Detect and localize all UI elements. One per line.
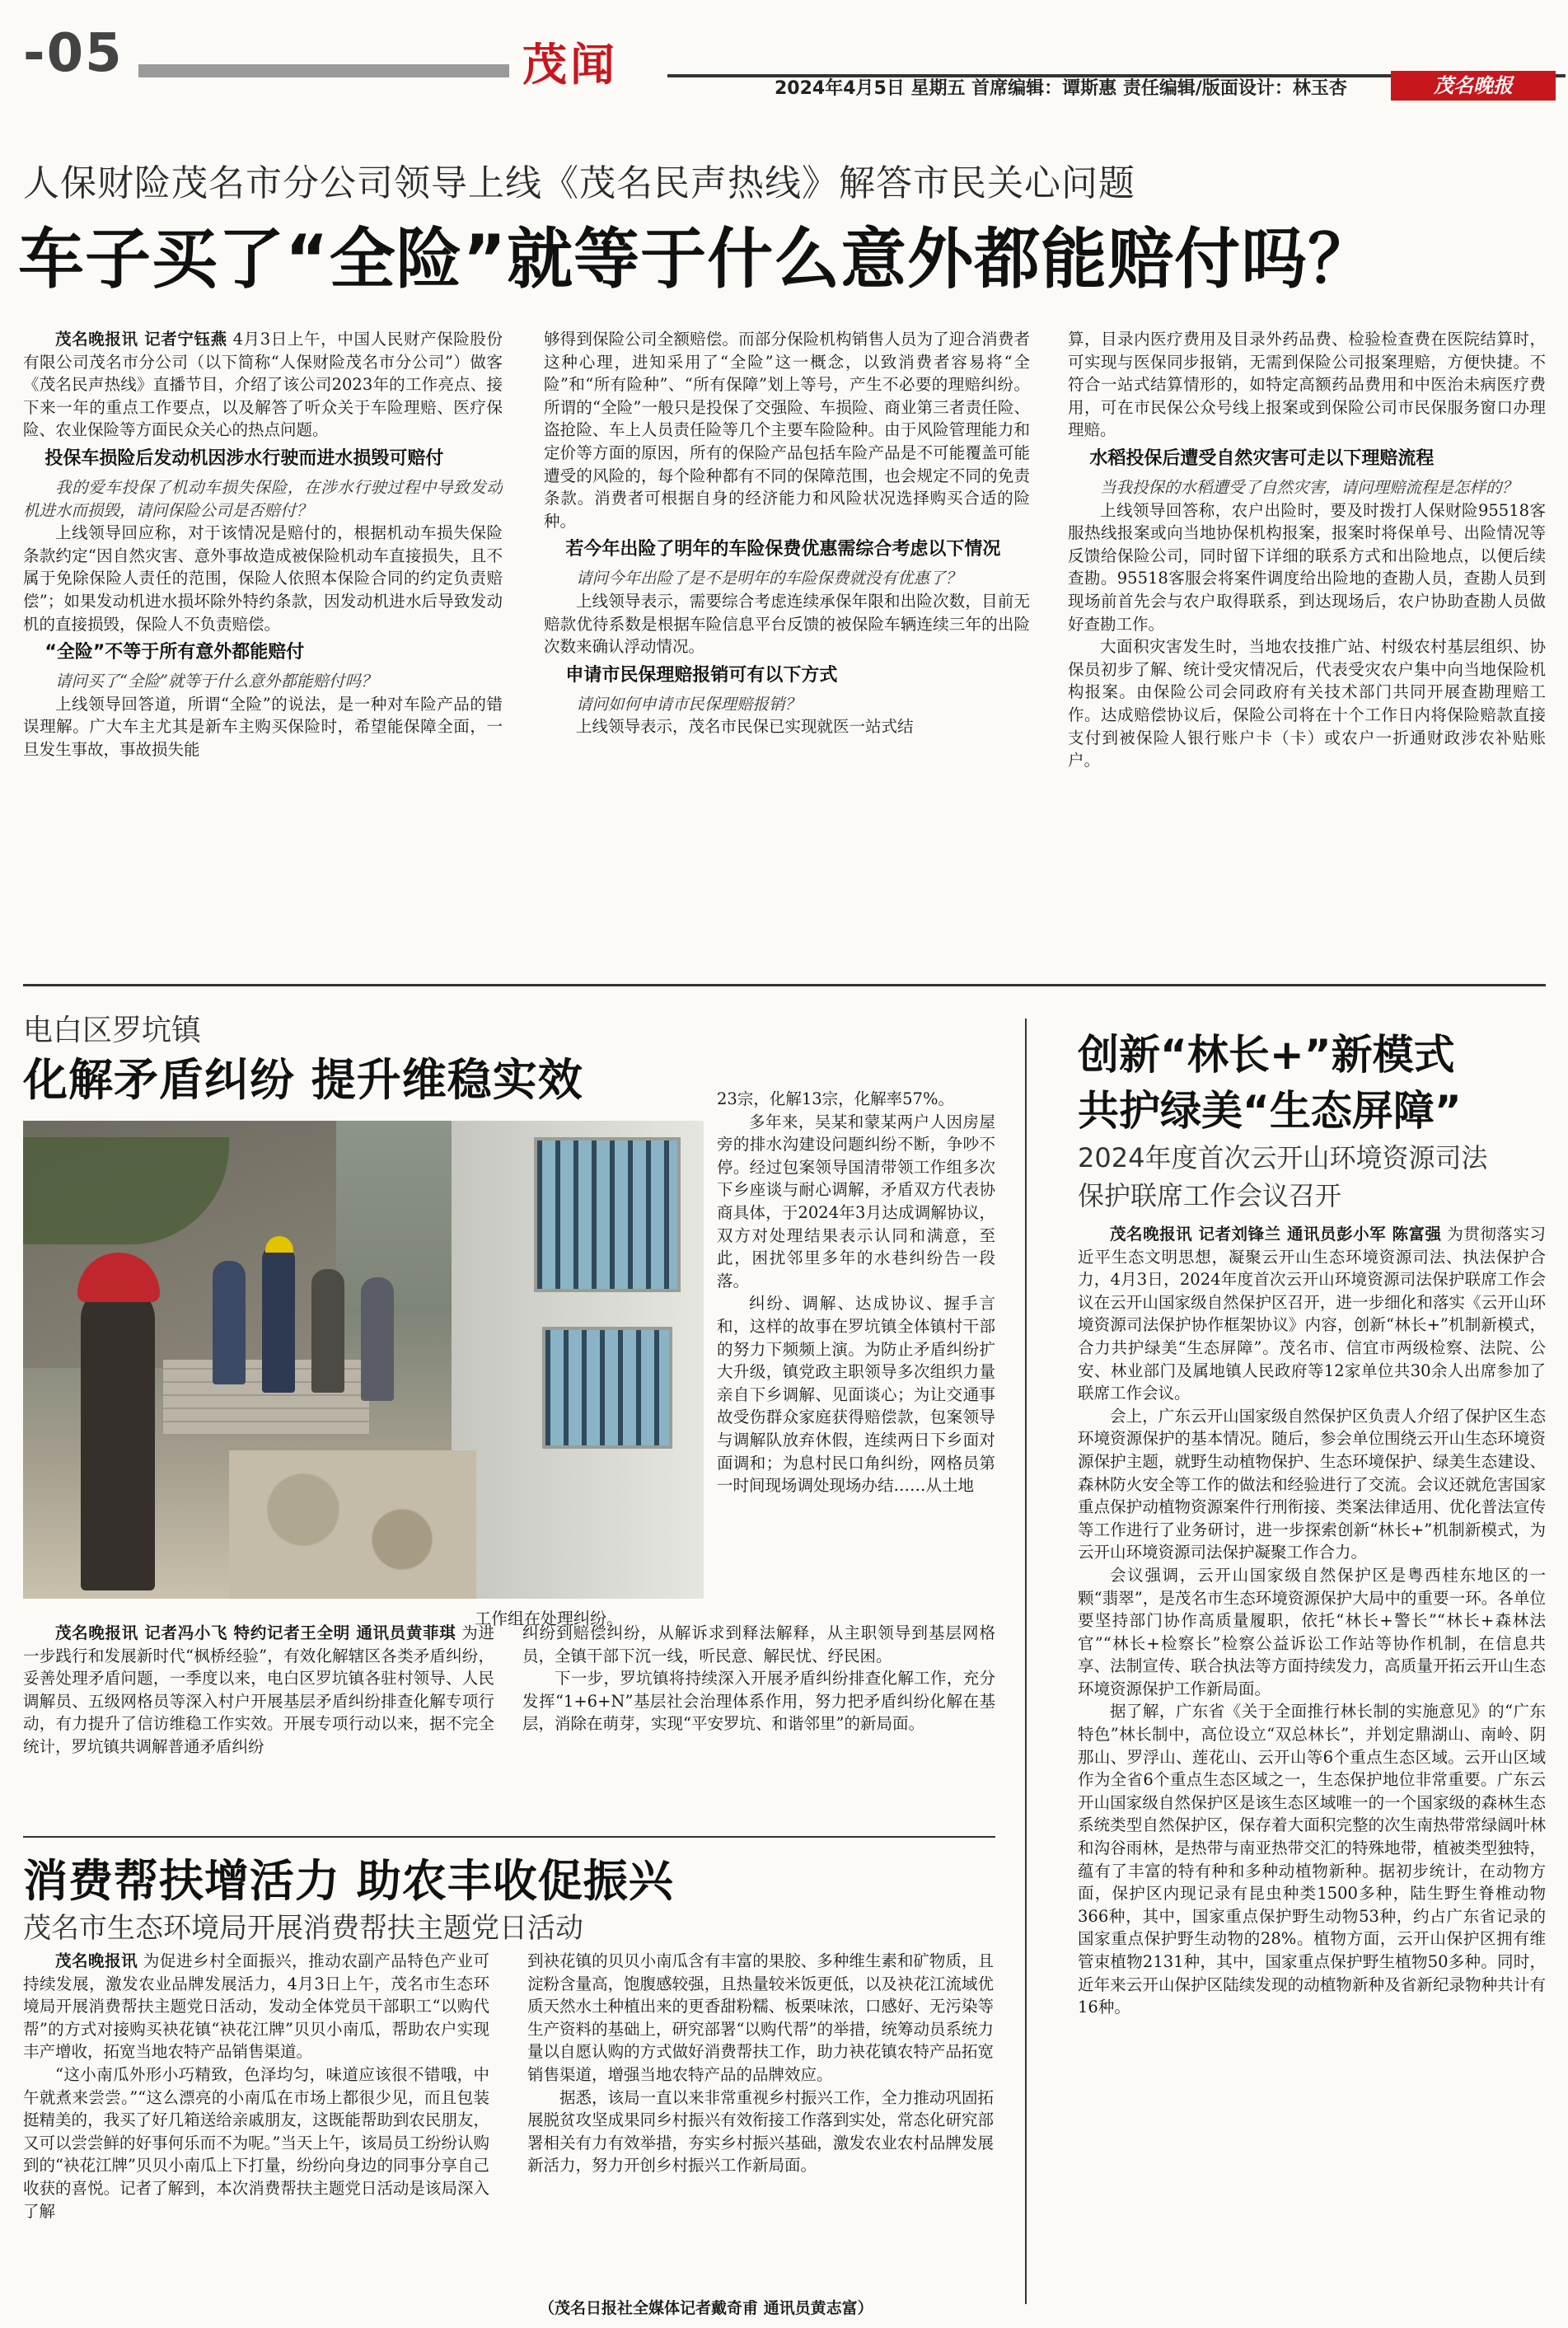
masthead-logo xyxy=(1391,71,1556,101)
divider-vertical xyxy=(1025,1019,1027,2304)
paragraph: 上线领导表示，茂名市民保已实现就医一站式结 xyxy=(576,717,914,737)
article2-col2 xyxy=(522,1622,995,1828)
question: 请问今年出险了是不是明年的车险保费就没有优惠了？ xyxy=(576,569,962,588)
byline: 茂名晚报讯 记者宁钰燕 xyxy=(55,330,227,349)
article2-title: 化解矛盾纠纷 提升维稳实效 xyxy=(23,1054,583,1106)
article4-title-line2: 共护绿美“生态屏障” xyxy=(1078,1087,1462,1135)
paragraph: “这小南瓜外形小巧精致，色泽均匀，味道应该很不错哦，中午就煮来尝尝。”“这么漂亮的小南瓜在市场上都很少见，而且包装挺精美的，我买了好几箱送给亲戚朋友，这既能帮助到农民朋友，又可以尝尝鲜的好事何乐而不为呢。”当天上午，该局员工纷纷认购到的“袂花江牌”贝贝小南瓜上下打量，纷纷向身边的同事分享自己收获的喜悦。记者了解到，本次消费帮扶主题党日活动是该局深入了解 xyxy=(23,2064,489,2221)
byline: 茂名晚报讯 记者冯小飞 特约记者王全明 通讯员黄菲琪 xyxy=(55,1623,456,1642)
header-info: 2024年4月5日 星期五 首席编辑：谭斯惠 责任编辑/版面设计：林玉杏 xyxy=(775,78,1347,99)
photo-person-front xyxy=(81,1286,155,1590)
article1-col2 xyxy=(544,328,1030,971)
lead-text: 为进一步践行和发展新时代“枫桥经验”，有效化解辖区各类矛盾纠纷，妥善处理矛盾问题，一季度以来，电白区罗坑镇各驻村领导、人民调解员、五级网格员等深入村户开展基层矛盾纠纷排查化解专项行动，有力提升了信访维稳工作实效。开展专项行动以来，据不完全统计，罗坑镇共调解普通矛盾纠纷 xyxy=(23,1623,494,1756)
article3-credit: （茂名日报社全媒体记者戴奇甫 通讯员黄志富） xyxy=(539,2299,873,2317)
article2-col-right xyxy=(717,1088,995,1599)
article1-col3 xyxy=(1068,328,1546,971)
photo-caption: 工作组在处理纠纷。 xyxy=(475,1609,623,1628)
question: 请问如何申请市民保理赔报销？ xyxy=(576,694,802,714)
paragraph: 据了解，广东省《关于全面推行林长制的实施意见》的“广东特色”林长制中，高位设立“双总林长”，并划定鼎湖山、南岭、阴那山、罗浮山、莲花山、云开山等6个重点生态区域。云开山区域作为全省6个重点生态区域之一，生态保护地位非常重要。广东云开山国家级自然保护区是该生态区域唯一的一个国家级的森林生态系统类型自然保护区，保存着大面积完整的次生南热带常绿阔叶林和沟谷雨林，是热带与南亚热带交汇的特殊地带，植被类型独特，蕴有了丰富的特有种和多种动植物新种。据初步统计，在动物方面，保护区内现记录有昆虫种类1500多种，陆生野生脊椎动物366种，其中，国家重点保护野生动物53种，约占广东省记录的国家重点保护野生动物的28%。植物方面，云开山保护区拥有维管束植物2131种，其中，国家重点保护野生植物50多种。同时，近年来云开山保护区陆续发现的动植物新种及省新纪录物种共计有16种。 xyxy=(1078,1702,1546,2017)
article3-col2 xyxy=(527,1950,994,2294)
article3-col1 xyxy=(23,1950,489,2317)
worker-figure xyxy=(361,1277,394,1401)
subheading: 申请市民保理赔报销可有以下方式 xyxy=(565,664,838,686)
paragraph: 会上，广东云开山国家级自然保护区负责人介绍了保护区生态环境资源保护的基本情况。随后，参会单位围绕云开山生态环境资源保护主题，就野生动植物保护、生态环境保护、绿美生态建设、森林防火安全等工作的做法和经验进行了交流。会议还就危害国家重点保护动植物资源案件行刑衔接、类案法律适用、优化普法宣传等工作进行了业务研讨，进一步探索创新“林长+”机制新模式，为云开山环境资源司法保护凝聚工作合力。 xyxy=(1078,1406,1546,1562)
paragraph: 上线领导表示，需要综合考虑连续承保年限和出险次数，目前无赔款优待系数是根据车险信息平台反馈的被保险车辆连续三年的出险次数来确认浮动情况。 xyxy=(544,591,1030,657)
divider-top xyxy=(23,984,1546,986)
question: 我的爱车投保了机动车损失保险，在涉水行驶过程中导致发动机进水而损毁，请问保险公司是否赔付？ xyxy=(23,477,503,520)
lead-paragraph xyxy=(23,328,503,442)
article4-subtitle-line2: 保护联席工作会议召开 xyxy=(1078,1180,1342,1211)
byline: 茂名晚报讯 xyxy=(55,1951,138,1970)
paragraph: 纠纷到赔偿纠纷，从解诉求到释法解释，从主职领导到基层网格员，全镇干部下沉一线，听民意、解民忧、纾民困。 xyxy=(522,1623,995,1665)
paragraph: 够得到保险公司全额赔偿。而部分保险机构销售人员为了迎合消费者这种心理，进知采用了“全险”这一概念，以致消费者容易将“全险”和“所有险种”、“所有保障”划上等号，产生不必要的理赔纠纷。所谓的“全险”一般只是投保了交强险、车损险、商业第三者责任险、盗抢险、车上人员责任险等几个主要车险险种。由于风险管理能力和定价等方面的原因，所有的保险产品包括车险产品是不可能覆盖可能遭受的风险的，每个险种都有不同的保障范围，也会规定不同的免责条款。消费者可根据自身的经济能力和风险状况选择购买合适的险种。 xyxy=(544,330,1030,531)
lead-text: 为促进乡村全面振兴，推动农副产品特色产业可持续发展，激发农业品牌发展活力，4月3日上午，茂名市生态环境局开展消费帮扶主题党日活动，发动全体党员干部职工“以购代帮”的方式对接购买袂花镇“袂花江牌”贝贝小南瓜，帮助农户实现丰产增收，拓宽当地农特产品销售渠道。 xyxy=(23,1951,489,2062)
photo-window xyxy=(534,1137,681,1292)
subheading: 投保车损险后发动机因涉水行驶而进水损毁可赔付 xyxy=(44,447,444,469)
article3-title: 消费帮扶增活力 助农丰收促振兴 xyxy=(23,1855,674,1907)
worker-figure xyxy=(311,1269,344,1393)
article4-subtitle-line1: 2024年度首次云开山环境资源司法 xyxy=(1078,1142,1488,1173)
question: 当我投保的水稻遭受了自然灾害，请问理赔流程是怎样的？ xyxy=(1100,477,1519,497)
subheading: 水稻投保后遭受自然灾害可走以下理赔流程 xyxy=(1089,447,1435,469)
paragraph: 下一步，罗坑镇将持续深入开展矛盾纠纷排查化解工作，充分发挥“1+6+N”基层社会治理体系作用，努力把矛盾纠纷化解在基层，消除在萌芽，实现“平安罗坑、和谐邻里”的新局面。 xyxy=(522,1669,995,1734)
paragraph: 算，目录内医疗费用及目录外药品费、检验检查费在医院结算时，可实现与医保同步报销，无需到保险公司报案理赔，方便快捷。不符合一站式结算情形的，如特定高额药品费用和中医治未病医疗费用，可在市民保公众号线上报案或到保险公司市民保服务窗口办理理赔。 xyxy=(1068,330,1546,440)
lead-text: 4月3日上午，中国人民财产保险股份有限公司茂名市分公司（以下简称“人保财险茂名市分公司”）做客《茂名民声热线》直播节目，介绍了该公司2023年的工作亮点、接下来一年的重点工作要点，以及解答了听众关于车险理赔、医疗保险、农业保险等方面民众关心的热点问题。 xyxy=(23,330,503,440)
photo-rubble xyxy=(229,1450,476,1599)
dispute-photo xyxy=(23,1121,704,1599)
lead-text: 为贯彻落实习近平生态文明思想，凝聚云开山生态环境资源司法、执法保护合力，4月3日，2024年度首次云开山环境资源司法保护联席工作会议在云开山国家级自然保护区召开，进一步细化和落实《云开山环境资源司法保护协作框架协议》内容，创新“林长+”机制新模式，合力共护绿美“生态屏障”。茂名市、信宜市两级检察、法院、公安、林业部门及属地镇人民政府等12家单位共30余人出席参加了联席工作会议。 xyxy=(1078,1225,1546,1403)
article2-kicker: 电白区罗坑镇 xyxy=(23,1014,202,1047)
lead-paragraph xyxy=(1078,1223,1546,1405)
page-number: -05 xyxy=(23,23,124,84)
byline: 茂名晚报讯 记者刘锋兰 通讯员彭小军 陈富强 xyxy=(1110,1225,1442,1244)
article1-kicker: 人保财险茂名市分公司领导上线《茂名民声热线》解答市民关心问题 xyxy=(23,162,1135,204)
article4-title-line1: 创新“林长+”新模式 xyxy=(1078,1031,1455,1079)
masthead-logo-text: 茂名晚报 xyxy=(1434,73,1513,97)
photo-workers xyxy=(213,1244,460,1409)
page-number-rule xyxy=(138,64,509,77)
article2-col1 xyxy=(23,1622,494,1828)
question: 请问买了“全险”就等于什么意外都能赔付吗？ xyxy=(55,672,377,691)
lead-paragraph xyxy=(23,1622,494,1759)
section-title: 茂闻 xyxy=(522,39,618,91)
article4-col xyxy=(1078,1223,1546,2316)
divider-mid xyxy=(23,1836,995,1838)
paragraph: 上线领导回答称，农户出险时，要及时拨打人保财险95518客服热线报案或向当地协保机构报案，报案时将保单号、出险情况等反馈给保险公司，同时留下详细的联系方式和出险地点，以便后续查勘。95518客服会将案件调度给出险地的查勘人员，查勘人员到现场前首先会与农户取得联系，到达现场后，农户协助查勘人员做好查勘工作。 xyxy=(1068,500,1546,634)
paragraph: 到袂花镇的贝贝小南瓜含有丰富的果胶、多种维生素和矿物质，且淀粉含量高，饱腹感较强，且热量较米饭更低，以及袂花江流域优质天然水土种植出来的更香甜粉糯、板栗味浓，口感好、无污染等生产资料的基础上，研究部署“以购代帮”的举措，统筹动员系统力量以自愿认购的方式做好消费帮扶工作，助力袂花镇农特产品拓宽销售渠道，增强当地农特产品的品牌效应。 xyxy=(527,1951,994,2084)
paragraph: 据悉，该局一直以来非常重视乡村振兴工作，全力推动巩固拓展脱贫攻坚成果同乡村振兴有效衔接工作落到实处，常态化研究部署相关有力有效举措，夯实乡村振兴基础，激发农业农村品牌发展新活力，努力开创乡村振兴工作新局面。 xyxy=(527,2087,994,2176)
article1-title: 车子买了“全险”就等于什么意外都能赔付吗？ xyxy=(18,221,1375,297)
worker-figure xyxy=(213,1261,246,1384)
paragraph: 多年来，吴某和蒙某两户人因房屋旁的排水沟建设问题纠纷不断，争吵不停。经过包案领导国清带领工作组多次下乡座谈与耐心调解，矛盾双方代表协商具体，于2024年3月达成调解协议，双方对处理结果表示认同和满意，至此，困扰邻里多年的水巷纠纷告一段落。 xyxy=(717,1112,995,1290)
worker-figure xyxy=(262,1244,295,1393)
paragraph: 大面积灾害发生时，当地农技推广站、村级农村基层组织、协保员初步了解、统计受灾情况后，代表受灾农户集中向当地保险机构报案。由保险公司会同政府有关技术部门共同开展查勘理赔工作。达成赔偿协议后，保险公司将在十个工作日内将保险赔款直接支付到被保险人银行账户卡（卡）或农户一折通财政涉农补贴账户。 xyxy=(1068,637,1546,771)
subheading: “全险”不等于所有意外都能赔付 xyxy=(44,642,305,663)
paragraph: 纠纷、调解、达成协议、握手言和，这样的故事在罗坑镇全体镇村干部的努力下频频上演。为防止矛盾纠纷扩大升级，镇党政主职领导多次组织力量亲自下乡调解、见面谈心；为让交通事故受伤群众家庭获得赔偿款，包案领导与调解队放弃休假，连续两日下乡面对面调和；为息村民口角纠纷，网格员第一时间现场调处现场办结……从土地 xyxy=(717,1294,995,1496)
lead-paragraph xyxy=(23,1950,489,2063)
subheading: 若今年出险了明年的车险保费优惠需综合考虑以下情况 xyxy=(565,539,1001,560)
photo-window2 xyxy=(542,1327,672,1449)
article1-col1 xyxy=(23,328,503,971)
paragraph: 23宗，化解13宗，化解率57%。 xyxy=(717,1089,954,1108)
paragraph: 上线领导回答道，所谓“全险”的说法，是一种对车险产品的错误理解。广大车主尤其是新车主购买保险时，希望能保障全面，一旦发生事故，事故损失能 xyxy=(23,694,503,759)
paragraph: 会议强调，云开山国家级自然保护区是粤西桂东地区的一颗“翡翠”，是茂名市生态环境资源保护大局中的重要一环。各单位要坚持部门协作高质量履职，依托“林长+警长”“林长+森林法官”“林长+检察长”检察公益诉讼工作站等协作机制，在信息共享、法制宣传、联合执法等方面持续发力，高质量开拓云开山生态环境资源保护工作新局面。 xyxy=(1078,1565,1546,1698)
article3-subtitle: 茂名市生态环境局开展消费帮扶主题党日活动 xyxy=(23,1912,583,1945)
paragraph: 上线领导回应称，对于该情况是赔付的，根据机动车损失保险条款约定“因自然灾害、意外事故造成被保险机动车直接损失，且不属于免除保险人责任的范围，保险人依照本保险合同的约定负责赔偿”；如果发动机进水损坏除外特约条款，因发动机进水后导致发动机的直接损毁，保险人不负责赔偿。 xyxy=(23,523,503,634)
